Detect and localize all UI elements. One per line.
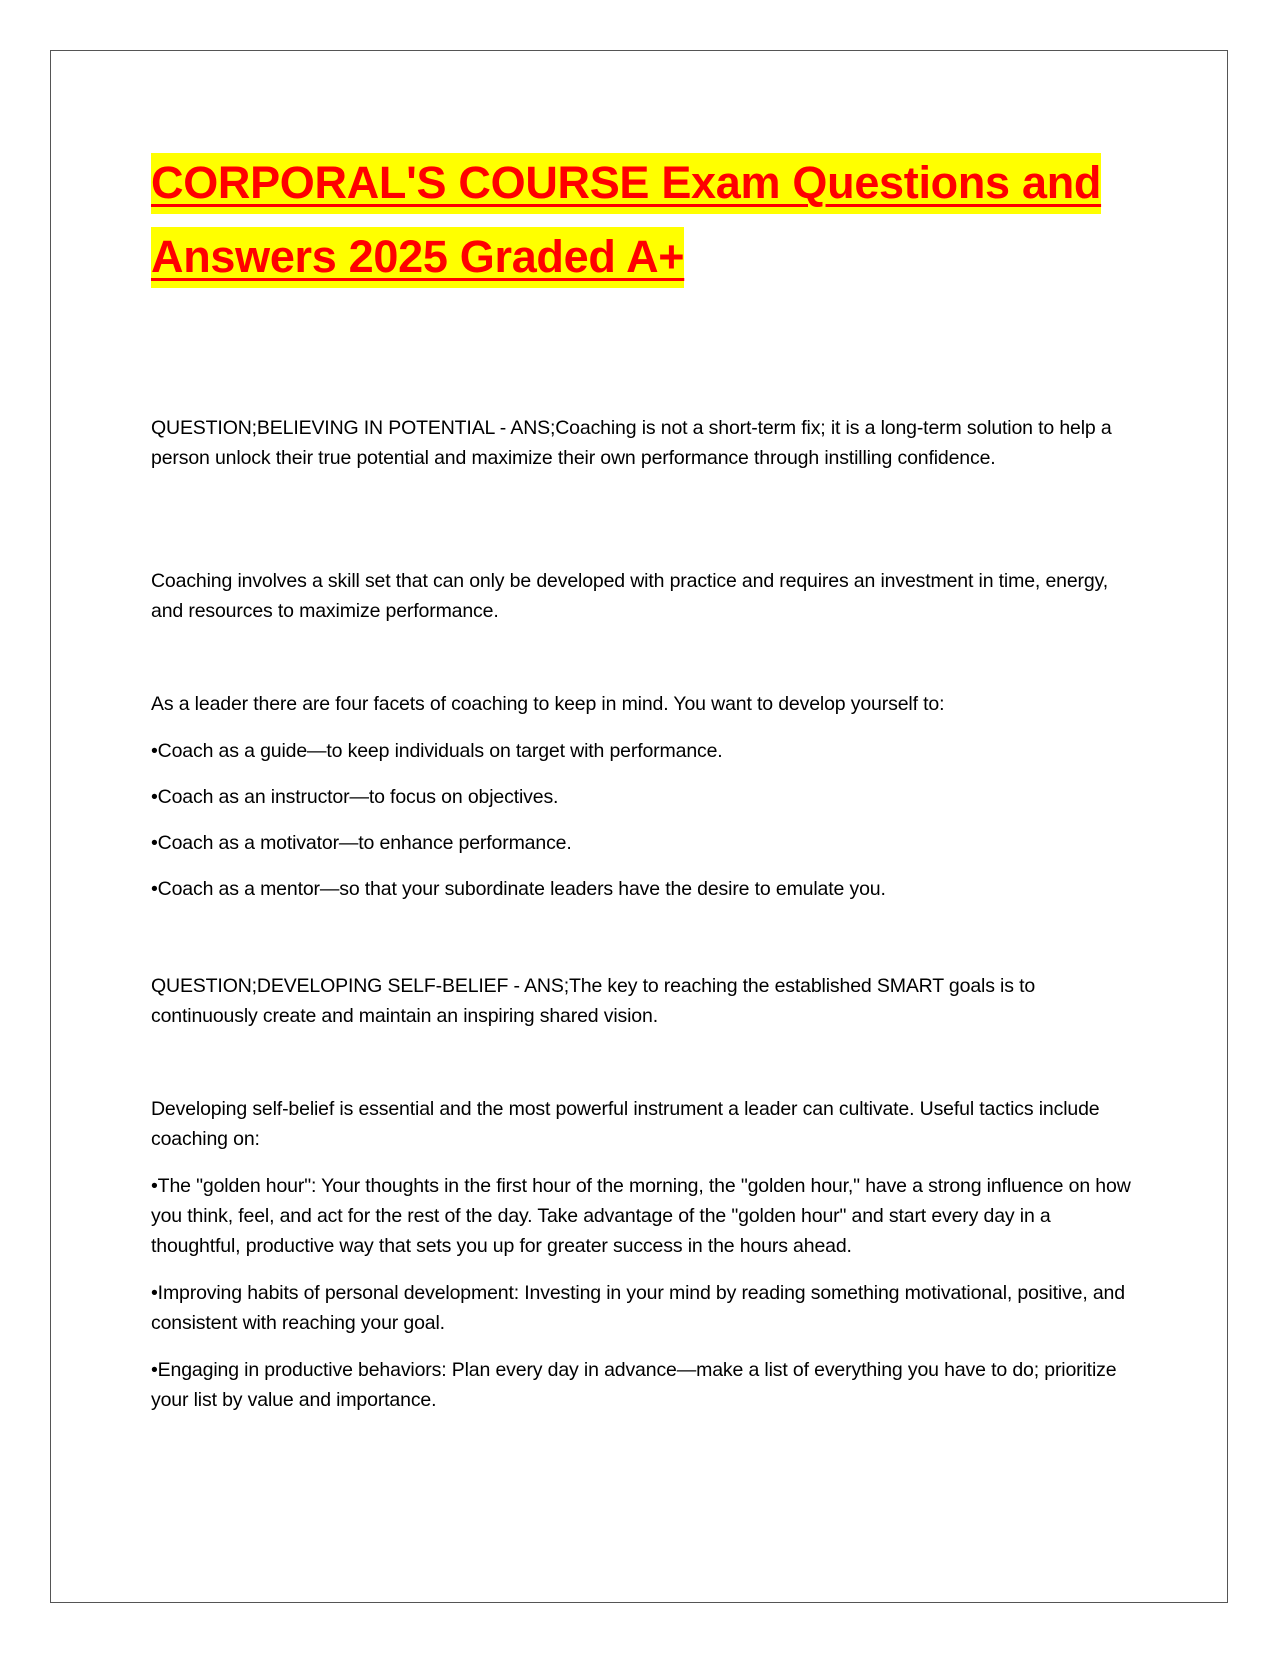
bullet-golden-hour: •The "golden hour": Your thoughts in the first hour of the morning, the "golden hour," have a strong influence on how you think, feel, and act for the rest of the day. Take advantage of the "golden hour" and start every day in a thoughtful, productive way that sets you up for greater success in the hours ahead. [151, 1175, 1131, 1257]
bullet-coach-instructor: •Coach as an instructor—to focus on objectives. [151, 786, 559, 808]
question-developing-self-belief: QUESTION;DEVELOPING SELF-BELIEF - ANS;The key to reaching the established SMART goals is to continuously create and maintain an inspiring shared vision. [151, 975, 1036, 1027]
bullet-coach-mentor: •Coach as a mentor—so that your subordinate leaders have the desire to emulate you. [151, 878, 886, 900]
document-title [151, 146, 1111, 294]
bullet-productive-behaviors: •Engaging in productive behaviors: Plan every day in advance—make a list of everything you have to do; prioritize your list by value and importance. [151, 1359, 1117, 1411]
question-believing-in-potential: QUESTION;BELIEVING IN POTENTIAL - ANS;Coaching is not a short-term fix; it is a long-term solution to help a person unlock their true potential and maximize their own performance through instilling confidence. [151, 417, 1112, 469]
self-belief-paragraph: Developing self-belief is essential and the most powerful instrument a leader can cultivate. Useful tactics include coaching on: [151, 1098, 1100, 1150]
four-facets-intro: As a leader there are four facets of coaching to keep in mind. You want to develop yourself to: [151, 693, 945, 715]
bullet-coach-motivator: •Coach as a motivator—to enhance performance. [151, 832, 572, 854]
document-title-text: CORPORAL'S COURSE Exam Questions and Answers 2025 Graded A+ [151, 153, 1101, 288]
coaching-skill-paragraph: Coaching involves a skill set that can only be developed with practice and requires an investment in time, energy, and resources to maximize performance. [151, 570, 1108, 622]
bullet-personal-development: •Improving habits of personal development: Investing in your mind by reading something motivational, positive, and consistent with reaching your goal. [151, 1282, 1125, 1334]
bullet-coach-guide: •Coach as a guide—to keep individuals on target with performance. [151, 740, 723, 762]
